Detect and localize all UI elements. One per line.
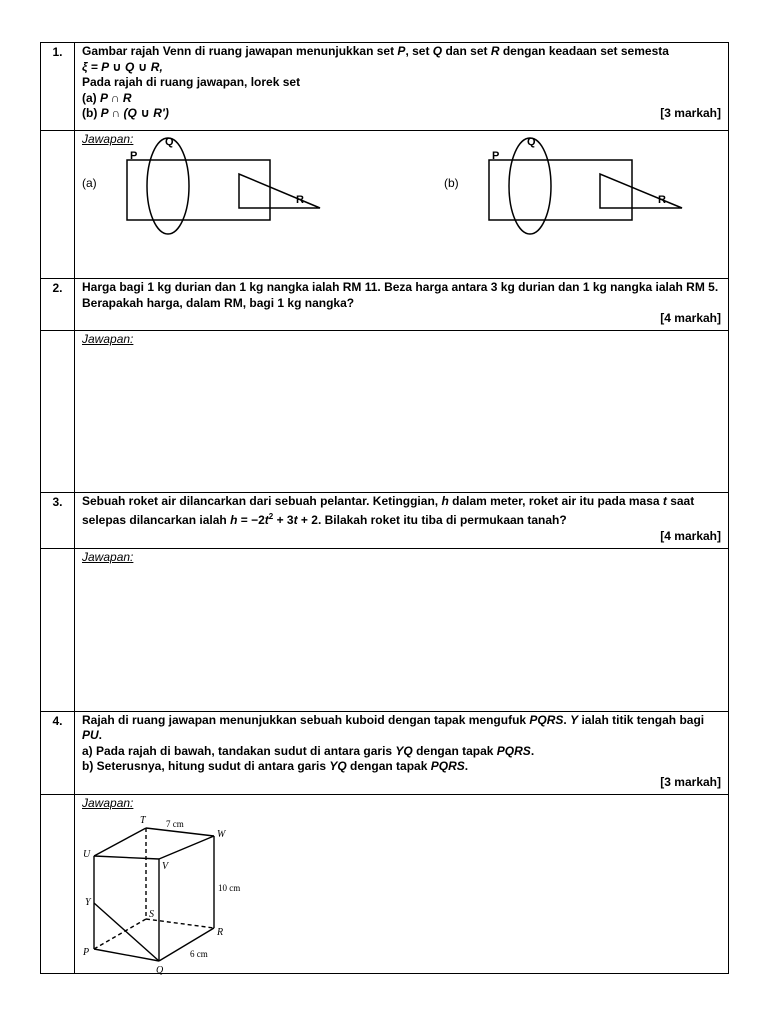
text: selepas dilancarkan ialah [82, 513, 231, 528]
text: . [530, 743, 535, 758]
label-r: R [296, 194, 304, 206]
question-number: 1. [41, 43, 75, 131]
edge-sr-hidden [146, 919, 214, 928]
dimension-top: 7 cm [166, 818, 184, 829]
line-pu: PU [82, 728, 99, 743]
question-line [82, 509, 721, 529]
number-cell-blank [41, 794, 75, 973]
part-a [82, 744, 721, 760]
text: . Bilakah roket itu tiba di permukaan tanah? [317, 513, 567, 528]
question-line [82, 713, 721, 729]
colon: : [130, 132, 134, 146]
answer-2-row [41, 330, 729, 492]
part-label: (b) [82, 106, 101, 121]
f: t [264, 513, 269, 528]
f: t [293, 513, 298, 528]
answer-4-row [41, 794, 729, 973]
diagram-a-label: (a) [82, 176, 97, 190]
f: = −2 [237, 513, 265, 528]
exponent: 2 [268, 512, 274, 522]
answer-label: Jawapan [82, 795, 131, 810]
label-p: P [130, 150, 138, 162]
answer-3-row [41, 548, 729, 711]
text: . [563, 712, 571, 727]
dimension-base: 6 cm [190, 948, 208, 959]
question-sheet [40, 42, 729, 974]
text: dalam meter, roket air itu pada masa [448, 493, 663, 508]
vertex-u: U [83, 848, 91, 860]
question-line [82, 44, 721, 60]
answer-1-space[interactable] [75, 131, 729, 279]
f: + 3 [273, 513, 294, 528]
label-q: Q [527, 136, 536, 148]
set-expression: P ∩ (Q ∪ R′) [100, 106, 169, 121]
universal-set-expression: ξ = P ∪ Q ∪ R, [82, 59, 163, 74]
question-2-row [41, 279, 729, 331]
answer-4-space[interactable] [75, 794, 729, 976]
text: dengan tapak [412, 743, 497, 758]
text: saat [666, 493, 695, 508]
diagram-b-label: (b) [444, 176, 459, 190]
question-line: Berapakah harga, dalam RM, bagi 1 kg nangka? [82, 295, 355, 310]
venn-diagram-a[interactable] [82, 136, 320, 234]
text: . [98, 728, 103, 743]
number-cell-blank [41, 548, 75, 711]
f: h [230, 513, 238, 528]
set-r-triangle [239, 174, 320, 208]
question-number: 3. [41, 492, 75, 548]
question-4-row [41, 711, 729, 794]
question-2-text [75, 279, 729, 331]
colon: : [130, 331, 134, 346]
marks-label: [3 markah] [660, 774, 721, 789]
base-pqrs: PQRS [496, 743, 531, 758]
set-r-triangle [600, 174, 682, 208]
text: ialah titik tengah bagi [578, 712, 705, 727]
text: dan set [442, 44, 491, 58]
vertex-v: V [162, 860, 169, 872]
question-line: Pada rajah di ruang jawapan, lorek set [82, 75, 301, 90]
answer-3-space[interactable] [75, 548, 729, 711]
edge-tw [146, 828, 214, 836]
answer-label: Jawapan [82, 549, 131, 564]
vertex-q: Q [156, 964, 164, 976]
label-p: P [492, 150, 500, 162]
set-expression: P ∩ R [100, 90, 132, 105]
number-cell-blank [41, 330, 75, 492]
part-b [82, 759, 721, 775]
text: dengan tapak [346, 759, 431, 774]
height-formula [230, 513, 318, 527]
question-number: 2. [41, 279, 75, 331]
question-4-text [75, 711, 729, 794]
vertex-t: T [140, 814, 146, 826]
text: Gambar rajah Venn di ruang jawapan menunjukkan set [82, 44, 398, 58]
part-b [82, 106, 721, 122]
label-q: Q [165, 136, 174, 148]
set-p: P [397, 44, 406, 58]
answer-label: Jawapan [82, 132, 131, 146]
vertex-y: Y [85, 896, 91, 908]
question-3-text [75, 492, 729, 548]
answer-2-space[interactable] [75, 330, 729, 492]
edge-pq [94, 949, 159, 961]
base-pqrs: PQRS [430, 759, 465, 774]
edge-uv [94, 856, 159, 859]
text: Sebuah roket air dilancarkan dari sebuah pelantar. Ketinggian, [82, 493, 442, 508]
dimension-height: 10 cm [218, 882, 241, 893]
question-line [82, 494, 721, 510]
label-r: R [658, 194, 666, 206]
variable-h: h [441, 493, 449, 508]
cuboid-diagram[interactable] [82, 811, 282, 976]
edge-vw [159, 836, 214, 859]
edge-ps-hidden [94, 919, 146, 949]
venn-diagram-b[interactable] [444, 136, 682, 234]
question-3-row [41, 492, 729, 548]
variable-t: t [662, 493, 667, 508]
set-r: R [490, 44, 500, 58]
text: , set [405, 44, 433, 58]
part-a [82, 91, 721, 107]
text: . [464, 759, 469, 774]
vertex-r: R [217, 926, 224, 938]
answer-1-row [41, 131, 729, 279]
line-yq: YQ [329, 759, 347, 774]
text: dengan keadaan set semesta [499, 44, 669, 58]
question-line [82, 728, 721, 744]
edge-ut [94, 828, 146, 856]
text: Rajah di ruang jawapan menunjukkan sebuah kuboid dengan tapak mengufuk [82, 712, 530, 727]
question-1-row [41, 43, 729, 131]
marks-label: [4 markah] [660, 528, 721, 543]
vertex-p: P [83, 946, 90, 958]
set-q: Q [432, 44, 443, 58]
marks-label: [3 markah] [660, 106, 721, 121]
vertex-w: W [217, 828, 226, 840]
point-y: Y [570, 712, 579, 727]
f: + 2 [297, 513, 318, 528]
answer-label: Jawapan [82, 331, 131, 346]
text: b) Seterusnya, hitung sudut di antara garis [82, 759, 330, 774]
question-number: 4. [41, 711, 75, 794]
question-line: Harga bagi 1 kg durian dan 1 kg nangka ialah RM 11. Beza harga antara 3 kg durian dan 1 kg nangka ialah RM 5. [82, 280, 719, 294]
part-label: (a) [82, 90, 100, 105]
colon: : [130, 795, 134, 810]
marks-label: [4 markah] [660, 311, 721, 326]
line-yq: YQ [395, 743, 413, 758]
vertex-s: S [149, 908, 154, 920]
base-pqrs: PQRS [529, 712, 564, 727]
number-cell-blank [41, 131, 75, 279]
question-1-text [75, 43, 729, 131]
colon: : [130, 549, 134, 564]
text: a) Pada rajah di bawah, tandakan sudut di antara garis [82, 743, 396, 758]
